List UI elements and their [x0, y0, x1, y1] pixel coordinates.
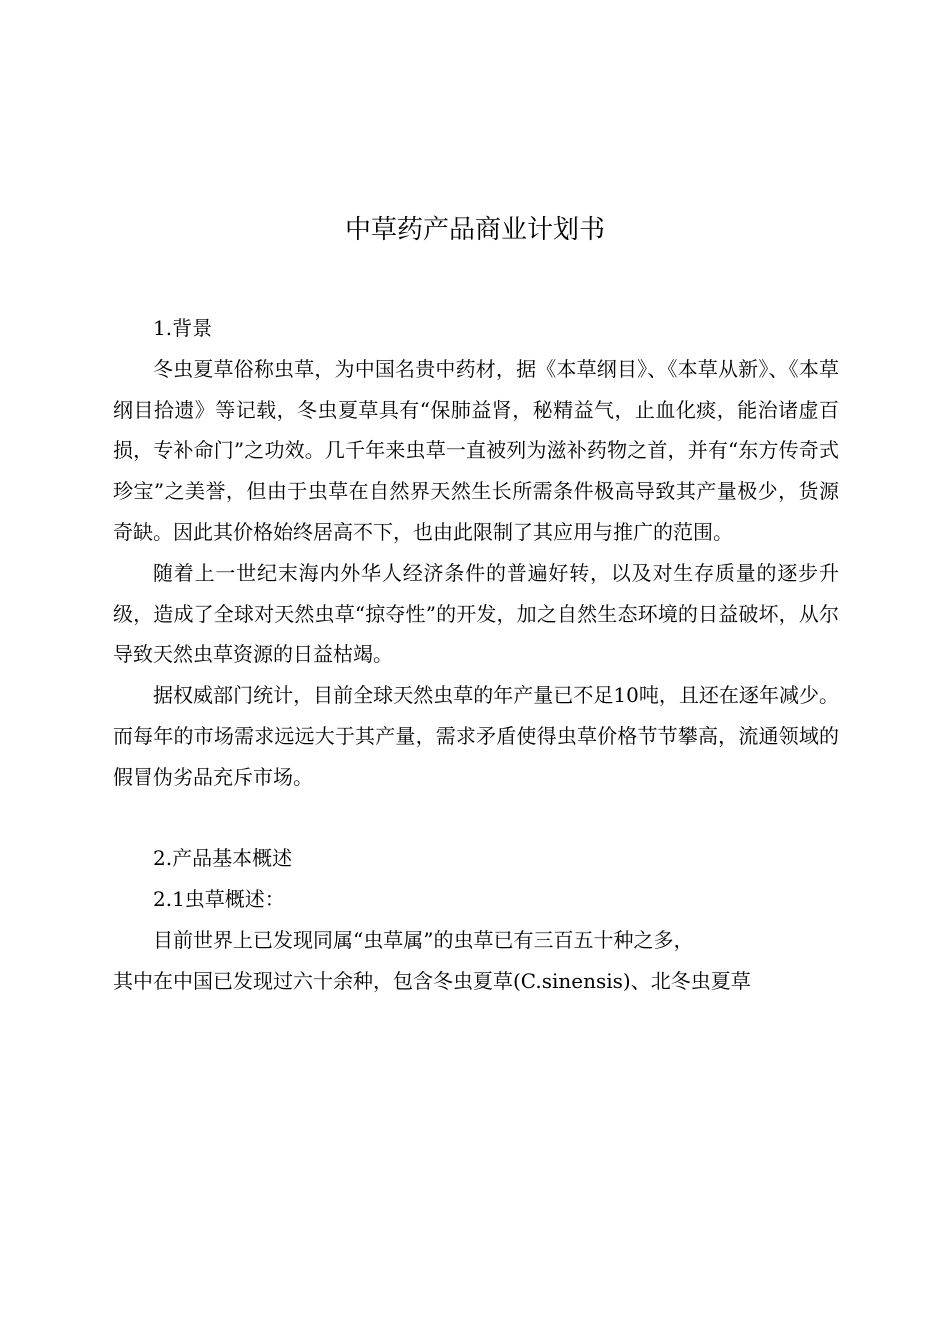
paragraph-product-1-line-1: 目前世界上已发现同属“虫草属”的虫草已有三百五十种之多， [153, 927, 694, 952]
section-heading-product: 2.产品基本概述 [153, 846, 293, 871]
subsection-heading-cordyceps: 2.1虫草概述： [153, 887, 285, 912]
document-title: 中草药产品商业计划书 [344, 215, 605, 245]
paragraph-background-3: 据权威部门统计，目前全球天然虫草的年产量已不足10吨，且还在逐年减少。而每年的市场需求远远大于其产量，需求矛盾使得虫草价格节节攀高，流通领域的假冒伪劣品充斥市场。 [113, 683, 839, 789]
paragraph-background-2: 随着上一世纪末海内外华人经济条件的普遍好转，以及对生存质量的逐步升级，造成了全球对天然虫草“掠夺性”的开发，加之自然生态环境的日益破坏，从尔导致天然虫草资源的日益枯竭。 [113, 560, 839, 667]
section-heading-background: 1.背景 [153, 316, 213, 340]
document-body [113, 308, 839, 1002]
paragraph-background-1: 冬虫夏草俗称虫草，为中国名贵中药材，据《本草纲目》、《本草从新》、《本草纲目拾遗》等记载，冬虫夏草具有“保肺益肾，秘精益气，止血化痰，能治诸虚百损，专补命门”之功效。几千年来虫草一直被列为滋补药物之首，并有“东方传奇式珍宝”之美誉，但由于虫草在自然界天然生长所需条件极高导致其产量极少，货源奇缺。因此其价格始终居高不下，也由此限制了其应用与推广的范围。 [113, 356, 839, 544]
paragraph-product-1-line-2: 其中在中国已发现过六十余种，包含冬虫夏草(C.sinensis)、北冬虫夏草 [113, 968, 751, 993]
paragraph-gap [113, 798, 839, 839]
